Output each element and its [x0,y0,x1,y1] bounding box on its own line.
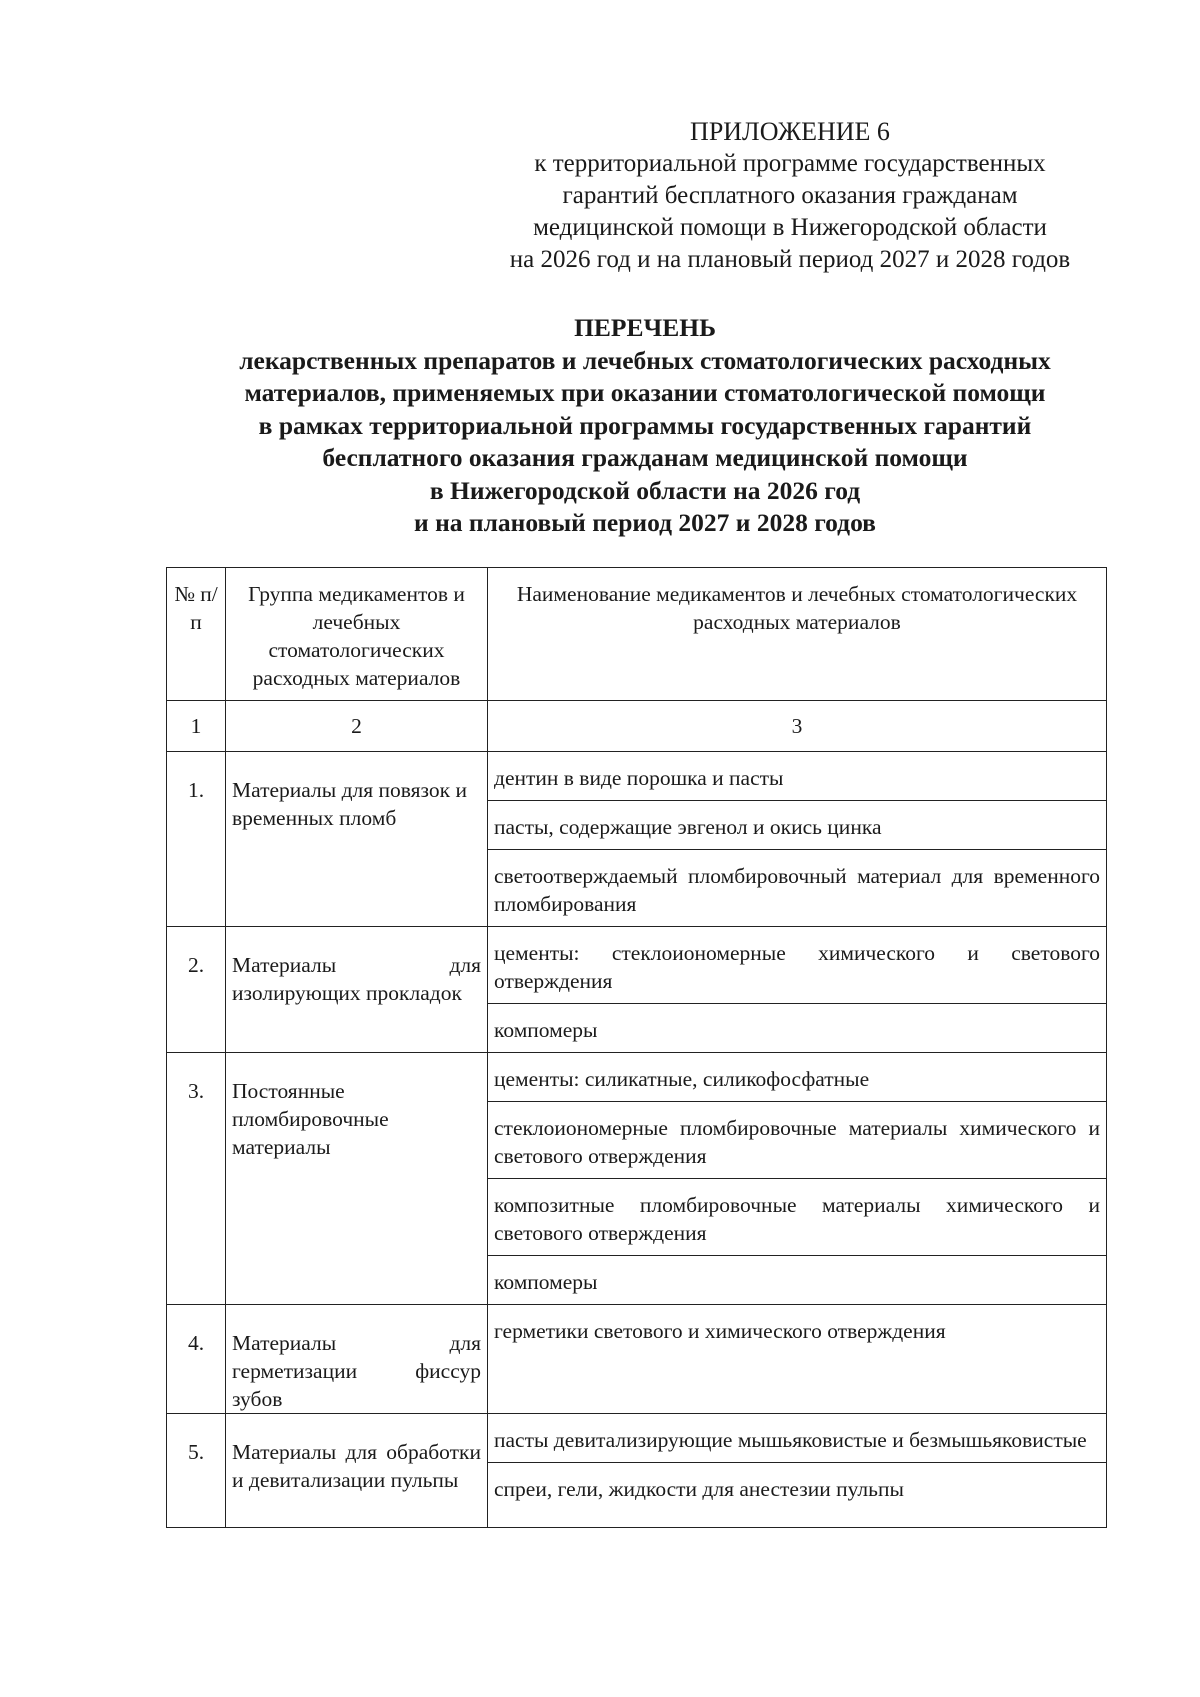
appendix-line: медицинской помощи в Нижегородской области [533,214,1047,241]
row-item: пасты, содержащие эвгенол и окись цинка [488,801,1107,850]
column-number-row [167,701,1107,752]
column-number: 1 [167,701,226,752]
row-number: 5. [167,1414,226,1528]
title-line: лекарственных препаратов и лечебных стоматологических расходных [239,345,1051,375]
row-item: композитные пломбировочные материалы химического и светового отверждения [488,1179,1107,1256]
table-row [167,927,1107,1004]
row-group: Постоянные пломбировочные материалы [226,1053,488,1305]
header-num: № п/п [167,568,226,701]
appendix-line: на 2026 год и на плановый период 2027 и 2028 годов [509,246,1071,273]
title-line: материалов, применяемых при оказании стоматологической помощи [244,378,1046,407]
table-header-row [167,568,1107,701]
title-heading: ПЕРЕЧЕНЬ [574,313,716,342]
document-title [160,312,1130,540]
table-row [167,1305,1107,1414]
table-row [167,752,1107,801]
title-line: в рамках территориальной программы государственных гарантий [258,410,1032,440]
column-number: 2 [226,701,488,752]
row-item: стеклоиономерные пломбировочные материалы химического и светового отверждения [488,1102,1107,1179]
appendix-line: к территориальной программе государственных [534,150,1046,177]
header-group: Группа медикаментов и лечебных стоматологических расходных материалов [226,568,488,701]
table-row [167,1414,1107,1463]
row-item: дентин в виде порошка и пасты [488,752,1107,801]
row-number: 2. [167,927,226,1053]
row-item: спреи, гели, жидкости для анестезии пульпы [488,1463,1107,1528]
row-item: компомеры [488,1256,1107,1305]
row-group: Материалы для повязок и временных пломб [226,752,488,927]
row-item: цементы: силикатные, силикофосфатные [488,1053,1107,1102]
column-number: 3 [488,701,1107,752]
title-line: бесплатного оказания гражданам медицинской помощи [322,443,968,472]
table-row [167,1053,1107,1102]
row-item: пасты девитализирующие мышьяковистые и безмышьяковистые [488,1414,1107,1463]
appendix-label: ПРИЛОЖЕНИЕ 6 [690,117,890,146]
row-number: 3. [167,1053,226,1305]
row-number: 1. [167,752,226,927]
title-line: в Нижегородской области на 2026 год [429,475,861,505]
row-group: Материалы для изолирующих прокладок [226,927,488,1053]
row-number: 4. [167,1305,226,1414]
row-item: цементы: стеклоиономерные химического и светового отверждения [488,927,1107,1004]
materials-table [166,567,1107,1528]
row-group: Материалы для герметизации фиссур зубов [226,1305,488,1414]
header-name: Наименование медикаментов и лечебных стоматологических расходных материалов [488,568,1107,701]
appendix-header [440,116,1140,276]
row-item: компомеры [488,1004,1107,1053]
appendix-line: гарантий бесплатного оказания гражданам [562,182,1018,209]
title-line: и на плановый период 2027 и 2028 годов [414,508,876,537]
row-item: герметики светового и химического отверждения [488,1305,1107,1414]
row-group: Материалы для обработки и девитализации пульпы [226,1414,488,1528]
row-item: светоотверждаемый пломбировочный материал для временного пломбирования [488,850,1107,927]
